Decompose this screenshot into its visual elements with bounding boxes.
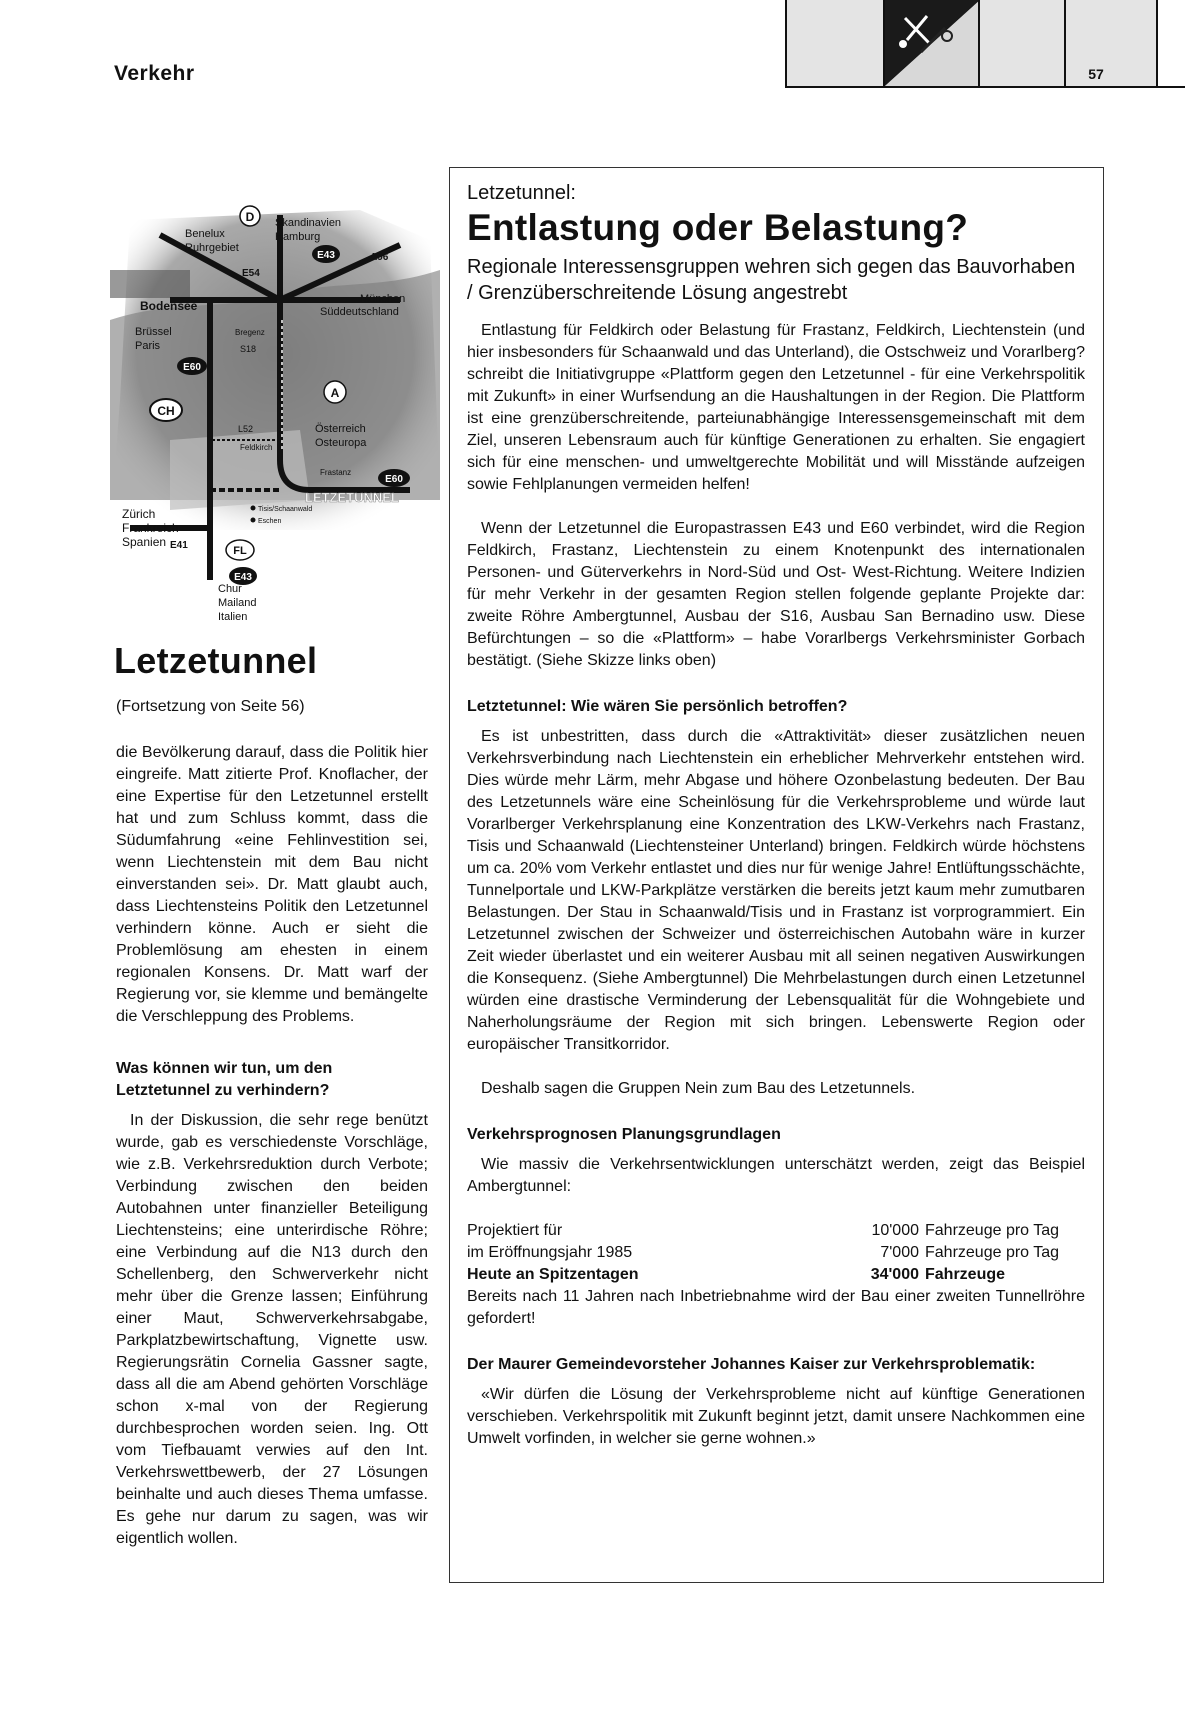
map-label-zuerich: Zürich <box>122 507 156 521</box>
left-subheading: Was können wir tun, um den Letztetunnel zu verhindern? <box>116 1060 333 1099</box>
traffic-stats-table <box>467 1220 1085 1286</box>
map-label-a: A <box>330 386 340 400</box>
map-label-s18: S18 <box>240 344 257 354</box>
map-label-frastanz: Frastanz <box>320 468 352 477</box>
map-label-ch: CH <box>157 404 175 418</box>
map-label-fl: FL <box>233 545 247 557</box>
stats-label: Projektiert für <box>467 1222 563 1239</box>
map-label-benelux: Benelux <box>185 228 225 240</box>
map-label-oesterreich: Österreich <box>315 423 366 435</box>
map-label-tunnel: LETZETUNNEL <box>305 490 399 505</box>
map-label-ruhrgebiet: Ruhrgebiet <box>185 242 239 254</box>
stats-unit: Fahrzeuge pro Tag <box>925 1222 1060 1239</box>
box-paragraph: Es ist unbestritten, dass durch die «Attraktivität» dieser zusätzlichen neuen Verkehrsverbindung nach Liechtenstein ein erheblicher Mehrverkehr entstehen wird. Dies würde mehr Lärm, mehr Abgase und höhere Ozonbelastung bedeuten. Der Bau des Letzetunnels wäre eine Scheinlösung für die Verkehrsprobleme und würde laut Vorarlberger Verkehrsplanung eine Konzentration des LKW-Verkehrs nach Frastanz, Tisis und Schaanwald (Liechtensteiner Unterland) bringen. Feldkirch würde höchstens um ca. 20% vom Verkehr entlastet und dies nur für wenige Jahre! Entlüftungsschächte, Tunnelportale und LKW-Parkplätze verstärken die bereits jetzt kaum mehr zumutbaren Belastungen. Der Stau in Schaanwald/Tisis und in Frastanz ist vorprogrammiert. Ein Letzetunnel zwischen der Schweizer und österreichischen Autobahn wäre in kurzer Zeit wieder überlastet und ein weiterer Ausbau mit all seinen negativen Auswirkungen die Konsequenz. (Siehe Ambergtunnel) Die Mehrbelastungen durch einen Letzetunnel würden eine drastische Verminderung der Lebensqualität für die Wohngebiete und Naherholungsräume der Region mit sich bringen. Lebenswerte Region oder europäischer Transitkorridor. <box>467 728 1085 1053</box>
map-label-bodensee: Bodensee <box>140 299 198 313</box>
box-paragraph: Deshalb sagen die Gruppen Nein zum Bau des Letzetunnels. <box>481 1080 916 1097</box>
map-label-e60-right: E60 <box>385 474 403 485</box>
map-label-a96: A96 <box>370 252 389 263</box>
box-paragraph: Wie massiv die Verkehrsentwicklungen unterschätzt werden, zeigt das Beispiel Ambergtunnel: <box>467 1156 1085 1195</box>
map-label-sueddeutschland: Süddeutschland <box>320 306 399 318</box>
map-label-d: D <box>245 210 255 224</box>
box-paragraph: Wenn der Letzetunnel die Europastrassen E43 und E60 verbindet, wird die Region Feldkirch, Frastanz, Liechtenstein zu einem Knotenpunkt des internationalen Personen- und Güterverkehrs in Nord-Süd und Ost- West-Richtung. Weitere Indizien für mehr Verkehr in der gesamten Region stellen folgende geplante Projekte dar: zweite Röhre Ambergtunnel, Ausbau der S16, Ausbau San Bernadino usw. Diese Befürchtungen – so die «Plattform» – habe Vorarlbergs Verkehrsminister Gorbach bestätigt. (Siehe Skizze links oben) <box>467 520 1085 669</box>
map-label-tisis: Tisis/Schaanwald <box>258 506 313 513</box>
map-label-italien: Italien <box>218 611 248 623</box>
stats-row <box>467 1242 1085 1264</box>
header-cell-logo <box>883 0 980 86</box>
stats-unit: Fahrzeuge <box>925 1266 1006 1283</box>
route-map <box>110 200 440 630</box>
map-label-feldkirch: Feldkirch <box>240 443 273 452</box>
map-label-e54: E54 <box>242 268 260 279</box>
map-label-e60-left: E60 <box>183 362 201 373</box>
map-label-osteuropa: Osteuropa <box>315 437 367 449</box>
page-number: 57 <box>1088 66 1104 82</box>
stats-label: im Eröffnungsjahr 1985 <box>467 1244 633 1261</box>
stats-label: Heute an Spitzentagen <box>467 1266 639 1283</box>
box-content <box>467 180 1085 1450</box>
map-label-bruessel: Brüssel <box>135 326 172 338</box>
tools-icon <box>885 0 980 86</box>
header-rule <box>785 86 1185 88</box>
map-label-eschen: Eschen <box>258 518 282 525</box>
box-subheading: Verkehrsprognosen Planungsgrundlagen <box>467 1126 781 1143</box>
map-label-spanien: Spanien <box>122 535 167 549</box>
box-subtitle: Regionale Interessensgruppen wehren sich gegen das Bauvorhaben / Grenzüberschreitende Lösung angestrebt <box>467 256 1076 304</box>
stats-value: 7'000 <box>880 1244 919 1261</box>
stats-row <box>467 1220 1085 1242</box>
box-title: Entlastung oder Belastung? <box>467 207 969 248</box>
box-paragraph: Bereits nach 11 Jahren nach Inbetriebnahme wird der Bau einer zweiten Tunnellröhre gefordert! <box>467 1288 1085 1327</box>
header-cell <box>978 0 1066 86</box>
map-label-frankreich: Frankreich <box>122 521 179 535</box>
map-label-e41: E41 <box>170 540 188 551</box>
stats-row <box>467 1264 1085 1286</box>
map-label-l52: L52 <box>238 424 254 434</box>
box-paragraph: Entlastung für Feldkirch oder Belastung für Frastanz, Feldkirch, Liechtenstein (und hier insbesonders für Schaanwald und das Unterland), die Ostschweiz und Vorarlberg? schreibt die Initiativgruppe «Plattform gegen den Letzetunnel - für eine Verkehrspolitik mit Zukunft» in einer Wurfsendung an die Haushaltungen in der Region. Die Plattform ist eine grenzüberschreitende, parteiunabhängige Interessensgemeinschaft mit dem Ziel, unseren Lebensraum auch für künftige Generationen zu erhalten. Sie engagiert sich für eine menschen- und umweltgerechte Mobilität und will Misstände aufzeigen sowie Fehlplanungen vermeiden helfen! <box>467 322 1085 493</box>
box-subheading: Der Maurer Gemeindevorsteher Johannes Kaiser zur Verkehrsproblematik: <box>467 1356 1036 1373</box>
map-label-bregenz: Bregenz <box>235 328 265 337</box>
sidebar-box <box>449 167 1104 1583</box>
box-subheading: Letztetunnel: Wie wären Sie persönlich betroffen? <box>467 698 848 715</box>
stats-value: 10'000 <box>871 1222 919 1239</box>
stats-value: 34'000 <box>870 1266 919 1283</box>
continued-note: (Fortsetzung von Seite 56) <box>116 698 305 715</box>
header-cell <box>785 0 885 86</box>
left-column <box>116 742 428 1550</box>
map-label-hamburg: Hamburg <box>275 231 321 243</box>
stats-unit: Fahrzeuge pro Tag <box>925 1244 1060 1261</box>
section-label: Verkehr <box>114 62 195 85</box>
left-paragraph: In der Diskussion, die sehr rege benützt wurde, gab es verschiedenste Vorschläge, wie z.B. Verkehrsreduktion durch Verbote; Verbindung zwischen den beiden Autobahnen unter finanzieller Beteiligung Liechtensteins; eine unterirdische Röhre; eine Verbindung auf die N13 durch den Schellenberg, den Schwerverkehr nicht mehr über die Grenze lassen; Einführung einer Maut, Schwerverkehrsabgabe, Parkplatzbewirtschaftung, Vignette usw. Regierungsrätin Cornelia Gassner sagte, dass all die am Abend gehörten Vorschläge schon x-mal von der Regierung durchbesprochen worden seien. Ing. Ott vom Tiefbauamt verwies auf den Int. Verkehrswettbewerb, der 27 Lösungen beinhalte und auch dieses Thema umfasse. Es gehe nur darum zu sagen, was wir eigentlich wollen. <box>116 1112 428 1547</box>
map-label-muenchen: München <box>360 293 406 305</box>
box-kicker: Letzetunnel: <box>467 182 576 204</box>
article-title: Letzetunnel <box>114 640 318 681</box>
map-label-chur: Chur <box>218 583 242 595</box>
box-quote: «Wir dürfen die Lösung der Verkehrsprobleme nicht auf künftige Generationen verschieben. Verkehrspolitik mit Zukunft beginnt jetzt, damit unsere Nachkommen eine Umwelt vorfinden, in welcher sie gerne wohnen.» <box>467 1386 1085 1447</box>
left-paragraph: die Bevölkerung darauf, dass die Politik hier eingreife. Matt zitierte Prof. Knoflacher, der eine Expertise für den Letzetunnel erstellt hat und zum Schluss kommt, dass die Südumfahrung «eine Fehlinvestition sei, wenn Liechtenstein mit dem Bau nicht einverstanden sei». Dr. Matt glaubt auch, dass Liechtensteins Politik den Letzetunnel verhindern könne. Auch er sieht die Problemlösung am ehesten in einem regionalen Konsens. Dr. Matt warf der Regierung vor, sie klemme und bemängelte die Verschleppung des Problems. <box>116 744 428 1025</box>
map-label-paris: Paris <box>135 340 161 352</box>
map-label-e43-bottom: E43 <box>234 572 252 583</box>
map-label-mailand: Mailand <box>218 597 257 609</box>
map-label-skandinavien: Skandinavien <box>275 217 342 229</box>
map-label-e43-top: E43 <box>317 250 335 261</box>
